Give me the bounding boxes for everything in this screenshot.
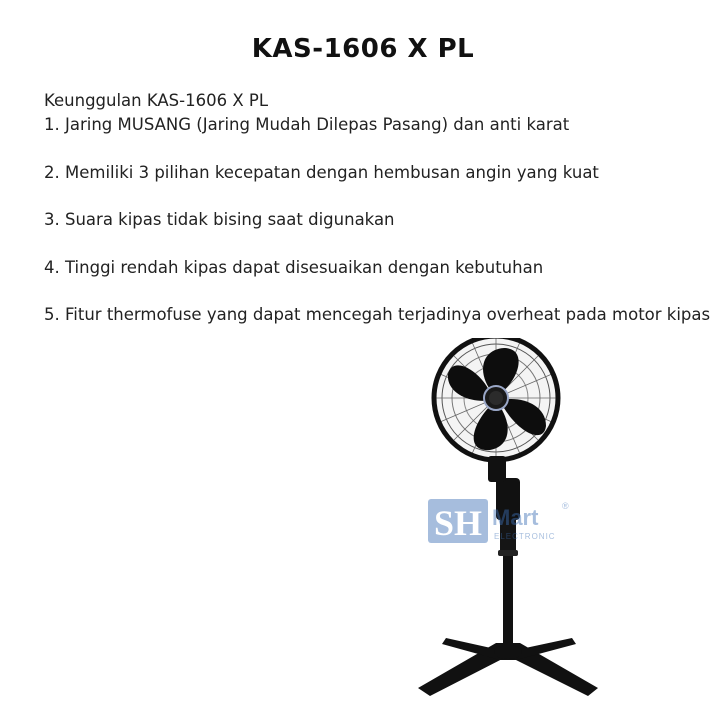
- watermark-registered-mark: ®: [562, 501, 569, 511]
- watermark-word: Mart: [492, 505, 539, 530]
- feature-item-5: 5. Fitur thermofuse yang dapat mencegah terjadinya overheat pada motor kipas: [44, 305, 711, 324]
- feature-item-1: 1. Jaring MUSANG (Jaring Mudah Dilepas Pasang) dan anti karat: [44, 115, 570, 134]
- watermark-sub: ELECTRONIC: [494, 532, 556, 541]
- feature-item-4: 4. Tinggi rendah kipas dapat disesuaikan dengan kebutuhan: [44, 258, 544, 277]
- feature-item-3: 3. Suara kipas tidak bising saat digunakan: [44, 210, 395, 229]
- fan-head: [434, 338, 558, 482]
- page-title: KAS-1606 X PL: [251, 34, 475, 64]
- features-heading: Keunggulan KAS-1606 X PL: [44, 91, 269, 110]
- shmart-watermark-logo: [428, 497, 588, 547]
- watermark-letters: SH: [433, 503, 483, 543]
- feature-item-2: 2. Memiliki 3 pilihan kecepatan dengan hembusan angin yang kuat: [44, 163, 599, 182]
